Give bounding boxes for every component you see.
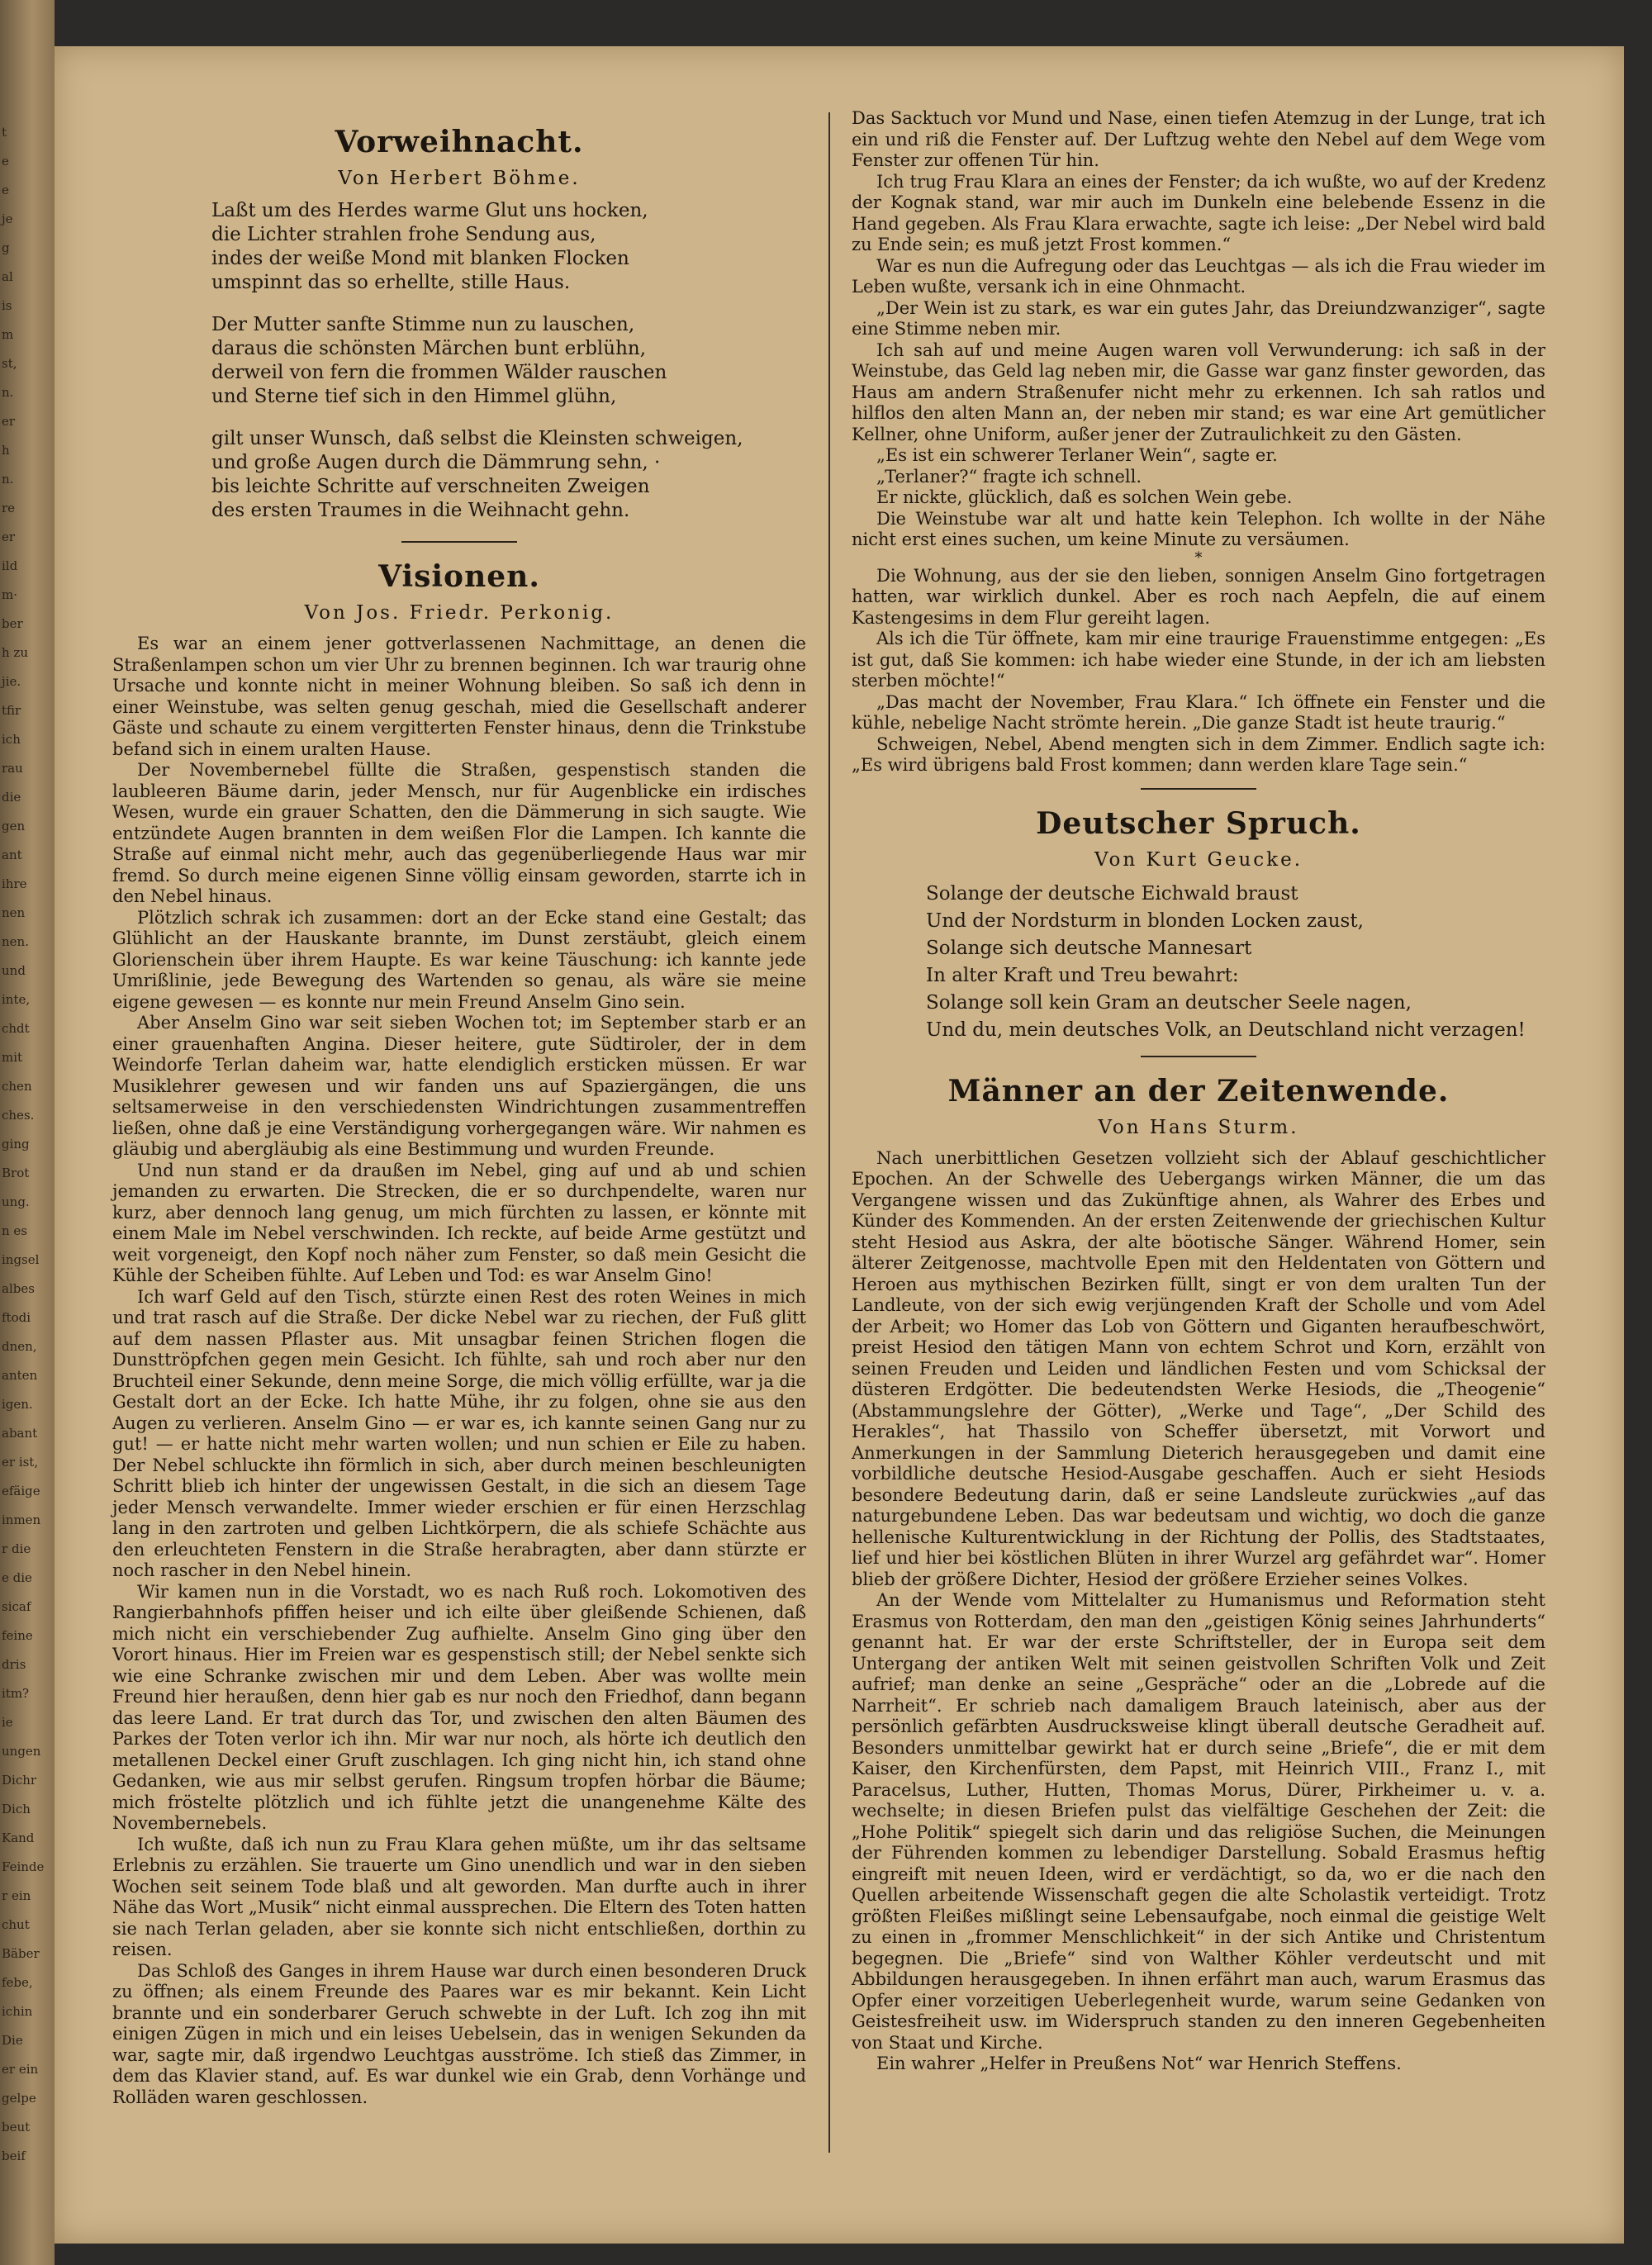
paragraph: Nach unerbittlichen Gesetzen vollzieht sich der Ablauf geschichtlicher Epochen. An der Schwelle des Uebergangs wirken Männer, die um das Vergangene wissen und das Zukünftige ahnen, als Wahrer des Erbes und Künder des Kommenden. An der ersten Zeitenwende der griechischen Kultur steht Hesiod aus Askra, der alte böotische Sänger. Während Homer, sein älterer Zeitgenosse, machtvolle Epen mit den Heldentaten von Göttern und Heroen aus mythischen Bezirken füllt, singt er von dem uralten Tun der Landleute, von der sich ewig verjüngenden Kraft der Scholle und vom Adel der Arbeit; wo Homer das Lob von Göttern und Giganten heraufbeschwört, preist Hesiod den tätigen Mann von echtem Schrot und Korn, erzählt von seinen Freuden und Leiden und ländlichen Festen und vom Schicksal der düsteren Erdgötter. Die bedeutendsten Werke Hesiods, die „Theogenie“ (Abstammungslehre der Götter), „Werke und Tage“, „Der Schild des Herakles“, hat Thassilo von Scheffer übersetzt, mit Vorwort und Anmerkungen in der Sammlung Dieterich herausgegeben und damit eine vorbildliche deutsche Hesiod-Ausgabe geschaffen. Auch er sieht Hesiods besondere Bedeutung darin, daß er seine Landsleute zurückwies „auf das naturgebundene Leben. Das war bedeutsam und wichtig, wo doch die ganze hellenische Kulturentwicklung in der Richtung der Pollis, des Stadtstaates, lief und hier bei köstlichen Blüten in ihrer Wurzel arg gefährdet war“. Homer blieb der größere Dichter, Hesiod der größere Erzieher seines Volkes. xyxy=(852,1147,1545,1589)
poem-line: daraus die schönsten Märchen bunt erblühn, xyxy=(211,338,647,359)
paragraph: Ich sah auf und meine Augen waren voll Verwunderung: ich saß in der Weinstube, das Geld lag neben mir, die Gasse war ganz finster geworden, das Haus am andern Straßenufer nicht mehr zu erkennen. Ich sah ratlos und hilflos den alten Mann an, der neben mir stand; es war eine Art gemütlicher Kellner, ohne Uniform, außer jener der Zutraulichkeit zu den Gästen. xyxy=(852,340,1545,444)
paragraph: Ich warf Geld auf den Tisch, stürzte einen Rest des roten Weines in mich und trat rasch auf die Straße. Der dicke Nebel war zu riechen, der Fuß glitt auf dem nassen Pflaster aus. Mit unsagbar feinen Strichen flogen die Dunsttröpfchen gegen mein Gesicht. Ich fühlte, sah und roch aber nur den Bruchteil einer Sekunde, denn meine Sorge, die mich völlig erfüllte, war ja die Gestalt dort an der Ecke. Ich hatte Mühe, ihr zu folgen, ohne sie aus den Augen zu verlieren. Anselm Gino — er war es, ich kannte seinen Gang nur zu gut! — er hatte nicht mehr warten wollen; und nun schien er Eile zu haben. Der Nebel schluckte ihn förmlich in sich, aber durch meinen beschleunigten Schritt blieb ich hinter der ungewissen Gestalt, in die sich an diesem Tage jeder Mensch verwandelte. Immer wieder erschien er für einen Herzschlag lang in den zartroten und gelben Lichtkörpern, die als schiefe Schächte aus den erleuchteten Fenstern in die Straße herabragten, aber dann stürzte er noch rascher in den Nebel hinein. xyxy=(112,1286,806,1580)
margin-fragment: gelpe xyxy=(2,2091,36,2106)
margin-fragment: ber xyxy=(2,616,23,631)
margin-fragment: beut xyxy=(2,2120,31,2134)
paragraph: Ein wahrer „Helfer in Preußens Not“ war Henrich Steffens. xyxy=(876,2054,1402,2073)
section-divider xyxy=(1141,1056,1256,1057)
margin-fragment: Feinde xyxy=(2,1859,45,1874)
margin-fragment: Dich xyxy=(2,1802,31,1816)
margin-fragment: e die xyxy=(2,1570,32,1585)
paragraph: Schweigen, Nebel, Abend mengten sich in dem Zimmer. Endlich sagte ich: „Es wird übrigens bald Frost kommen; dann werden klare Tage sein.“ xyxy=(852,734,1545,775)
margin-fragment: e xyxy=(2,154,9,169)
story-author-perkonig: Von Jos. Friedr. Perkonig. xyxy=(304,602,615,624)
margin-fragment: er xyxy=(2,414,16,429)
margin-fragment: Brot xyxy=(2,1166,30,1180)
paragraph: Das Schloß des Ganges in ihrem Hause war durch einen besonderen Druck zu öffnen; als einem Freunde des Paares war es mir bekannt. Kein Licht brannte und ein sonderbarer Geruch schwebte in der Luft. Ich zog ihn mit einigen Zügen in mich und ein leises Uebelsein, das in wenigen Sekunden da war, sagte mir, daß irgendwo Leuchtgas ausströme. Ich stieß das Zimmer, in dem das Klavier stand, auf. Es war dunkel wie ein Grab, denn Vorhänge und Rolläden waren geschlossen. xyxy=(112,1960,806,2107)
margin-fragment: ichin xyxy=(2,2004,33,2019)
margin-fragment: igen. xyxy=(2,1397,33,1412)
margin-fragment: h zu xyxy=(2,645,28,660)
poem-stanza xyxy=(211,199,806,295)
poem-line: In alter Kraft und Treu bewahrt: xyxy=(926,964,1239,986)
margin-fragment: re xyxy=(2,501,16,515)
margin-fragment: je xyxy=(2,211,13,226)
margin-fragment: ftodi xyxy=(2,1310,31,1325)
margin-fragment: die xyxy=(2,790,21,805)
margin-fragment: ung. xyxy=(2,1194,30,1209)
margin-fragment: nen. xyxy=(2,934,29,949)
section-divider xyxy=(1141,788,1256,790)
margin-fragment: al xyxy=(2,269,13,284)
margin-fragment: chut xyxy=(2,1917,30,1932)
margin-fragment: efäige xyxy=(2,1484,40,1498)
poem-line: die Lichter strahlen frohe Sendung aus, xyxy=(211,224,596,245)
essay-title-zeitenwende: Männer an der Zeitenwende. xyxy=(947,1073,1450,1109)
paragraph: Er nickte, glücklich, daß es solchen Wein gebe. xyxy=(876,487,1293,507)
margin-fragment: er xyxy=(2,529,16,544)
margin-fragment: r ein xyxy=(2,1888,31,1903)
margin-fragment: ild xyxy=(2,558,18,573)
paragraph: Das Sacktuch vor Mund und Nase, einen tiefen Atemzug in der Lunge, trat ich ein und riß die Fenster auf. Der Luftzug wehte den Nebel auf dem Wege vom Fenster zur offenen Tür hin. xyxy=(852,108,1545,170)
essay-text-zeitenwende xyxy=(852,1148,1545,2075)
margin-fragment: n. xyxy=(2,472,14,487)
poem-line: und große Augen durch die Dämmrung sehn, · xyxy=(211,452,661,473)
story-text-visionen-continued xyxy=(852,108,1545,776)
poem-line: umspinnt das so erhellte, stille Haus. xyxy=(211,272,571,293)
margin-fragment: chen xyxy=(2,1079,32,1094)
story-text-visionen xyxy=(112,634,806,2108)
margin-fragment: gen xyxy=(2,819,26,833)
margin-fragment: anten xyxy=(2,1368,38,1383)
margin-fragment: dnen, xyxy=(2,1339,37,1354)
poem-line: Und du, mein deutsches Volk, an Deutschland nicht verzagen! xyxy=(926,1019,1526,1041)
poem-line: Der Mutter sanfte Stimme nun zu lauschen, xyxy=(211,314,635,335)
paragraph: War es nun die Aufregung oder das Leuchtgas — als ich die Frau wieder im Leben wußte, versank ich in eine Ohnmacht. xyxy=(852,255,1545,297)
margin-fragment: e xyxy=(2,183,9,197)
margin-fragment: und xyxy=(2,963,26,978)
margin-fragment: itm? xyxy=(2,1686,30,1701)
poem-line: und Sterne tief sich in den Himmel glühn, xyxy=(211,386,617,407)
paragraph: „Das macht der November, Frau Klara.“ Ich öffnete ein Fenster und die kühle, nebelige Nacht strömte herein. „Die ganze Stadt ist heute traurig.“ xyxy=(852,691,1545,733)
margin-fragment: ie xyxy=(2,1715,13,1730)
paragraph: Ich trug Frau Klara an eines der Fenster; da ich wußte, wo auf der Kredenz der Kognak stand, war mir auch im Dunkeln eine belebende Essenz in die Hand gegeben. Als Frau Klara erwachte, sagte ich leise: „Der Nebel wird bald zu Ende sein; es muß jetzt Frost kommen.“ xyxy=(852,171,1545,254)
section-divider xyxy=(401,541,517,543)
paragraph: Es war an einem jener gottverlassenen Nachmittage, an denen die Straßenlampen schon um vier Uhr zu brennen beginnen. Ich war traurig ohne Ursache und konnte nicht in meiner Wohnung bleiben. So saß ich denn in einer Weinstube, was selten genug geschah, mied die Gesellschaft anderer Gäste und schaute zu einem vergitterten Fenster hinaus, denn die Trinkstube befand sich in einem uralten Hause. xyxy=(112,634,806,759)
margin-fragment: febe, xyxy=(2,1975,33,1990)
poem-title-vorweihnacht: Vorweihnacht. xyxy=(335,125,584,159)
poem-title-deutscher-spruch: Deutscher Spruch. xyxy=(1036,805,1361,841)
margin-fragment: rau xyxy=(2,761,23,776)
margin-fragment: feine xyxy=(2,1628,33,1643)
margin-fragment: st, xyxy=(2,356,17,371)
poem-author-boehme: Von Herbert Böhme. xyxy=(338,168,581,189)
margin-fragment: is xyxy=(2,298,12,313)
margin-fragment: sicaf xyxy=(2,1599,31,1614)
paragraph: Der Novembernebel füllte die Straßen, gespenstisch standen die laubleeren Bäume darin, jeder Mensch, nur für Augenblicke ein irdisches Wesen, wurde ein grauer Schatten, den die Dämmerung in sich saugte. Wie entzündete Augen brannten in dem weißen Flor die Lampen. Ich kannte die Straße auf einmal nicht mehr, auch das gegenüberliegende Haus war mir fremd. So durch meine eigenen Sinne völlig einsam geworden, starrte ich in den Nebel hinaus. xyxy=(112,760,806,906)
margin-fragment: n. xyxy=(2,385,14,400)
paragraph: Wir kamen nun in die Vorstadt, wo es nach Ruß roch. Lokomotiven des Rangierbahnhofs pfiffen heiser und ich eilte über gleißende Schienen, daß mich nicht ein verschiebender Zug aufhielte. Anselm Gino ging über den Vorort hinaus. Hier im Freien war es gespenstisch still; der Nebel senkte sich wie eine Schranke zwischen mir und dem Leben. Aber was wollte mein Freund hier heraußen, denn hier gab es nur noch den Friedhof, dann begann das leere Land. Er trat durch das Tor, und zwischen den alten Bäumen des Parkes der Toten verlor ich ihn. Mir war nur noch, als hörte ich deutlich den metallenen Deckel einer Gruft zuschlagen. Ich ging nicht hin, ich stand ohne Gedanken, wie aus mir selbst gerufen. Ringsum tropfen hörbar die Bäume; mich fröstelte plötzlich und ich fühlte jetzt die unangenehme Kälte des Novembernebels. xyxy=(112,1581,806,1833)
margin-fragment: albes xyxy=(2,1281,35,1296)
poem-line: Laßt um des Herdes warme Glut uns hocken, xyxy=(211,200,648,221)
poem-author-geucke: Von Kurt Geucke. xyxy=(1094,848,1303,871)
poem-deutscher-spruch xyxy=(852,881,1545,1044)
margin-fragment: Bäber xyxy=(2,1946,40,1961)
poem-line: Und der Nordsturm in blonden Locken zaust, xyxy=(926,909,1364,932)
margin-fragment: ihre xyxy=(2,876,27,891)
margin-fragment: dris xyxy=(2,1657,26,1672)
poem-line: des ersten Traumes in die Weihnacht gehn. xyxy=(211,500,630,521)
margin-fragment: r die xyxy=(2,1541,31,1556)
column-rule xyxy=(828,112,830,2153)
margin-fragment: ant xyxy=(2,848,22,862)
margin-fragment: tfir xyxy=(2,703,21,718)
margin-fragment: chdt xyxy=(2,1021,30,1036)
margin-fragment: inte, xyxy=(2,992,31,1007)
margin-fragment: m· xyxy=(2,587,17,602)
poem-stanza xyxy=(211,313,806,409)
margin-fragment: er ein xyxy=(2,2062,39,2077)
poem-line: bis leichte Schritte auf verschneiten Zweigen xyxy=(211,476,650,497)
margin-fragment: inmen xyxy=(2,1512,41,1527)
essay-author-sturm: Von Hans Sturm. xyxy=(1098,1116,1299,1138)
margin-fragment: ich xyxy=(2,732,21,747)
poem-line: Solange der deutsche Eichwald braust xyxy=(926,882,1298,905)
margin-fragment: n es xyxy=(2,1223,28,1238)
right-column xyxy=(852,108,1545,2075)
margin-fragment: abant xyxy=(2,1426,38,1441)
margin-fragment: ingsel xyxy=(2,1252,40,1267)
paragraph: „Es ist ein schwerer Terlaner Wein“, sagte er. xyxy=(876,445,1278,465)
paragraph: „Der Wein ist zu stark, es war ein gutes Jahr, das Dreiundzwanziger“, sagte eine Stimme neben mir. xyxy=(852,297,1545,339)
margin-fragment: h xyxy=(2,443,10,458)
paragraph: Und nun stand er da draußen im Nebel, ging auf und ab und schien jemanden zu erwarten. Die Strecken, die er so durchpendelte, waren nur kurz, aber dennoch lang genug, um mich fürchten zu lassen, er könnte mit einem Male im Nebel verschwinden. Ich reckte, auf beide Arme gestützt und weit vorgeneigt, den Kopf noch näher zum Fenster, so daß mein Gesicht die Kühle der Scheiben fühlte. Auf Leben und Tod: es war Anselm Gino! xyxy=(112,1160,806,1285)
story-title-visionen: Visionen. xyxy=(378,559,540,594)
paragraph: Ich wußte, daß ich nun zu Frau Klara gehen müßte, um ihr das seltsame Erlebnis zu erzählen. Sie trauerte um Gino unendlich und war in den sieben Wochen seit seinem Tode blaß und alt geworden. Man durfte auch in ihrer Nähe das Wort „Musik“ nicht einmal aussprechen. Die Eltern des Toten hatten sie nach Terlan geladen, aber sie konnte sich nicht entschließen, dorthin zu reisen. xyxy=(112,1834,806,1959)
paragraph: Als ich die Tür öffnete, kam mir eine traurige Frauenstimme entgegen: „Es ist gut, daß Sie kommen: ich habe wieder eine Stunde, in der ich am liebsten sterben möchte!“ xyxy=(852,629,1545,691)
margin-fragment: g xyxy=(2,240,10,255)
margin-fragment: nen xyxy=(2,905,26,920)
margin-fragment: ungen xyxy=(2,1744,41,1759)
section-star: * xyxy=(1194,548,1203,567)
margin-fragment: jie. xyxy=(2,674,21,689)
poem-line: Solange soll kein Gram an deutscher Seele nagen, xyxy=(926,991,1412,1014)
paragraph: Plötzlich schrak ich zusammen: dort an der Ecke stand eine Gestalt; das Glühlicht an der Hauskante brannte, im Dunst zerstäubt, gleich einem Glorienschein über ihrem Haupte. Es war keine Täuschung: ich kannte jede Umrißlinie, jede Bewegung des Wartenden so genau, als wäre sie meine eigene gewesen — es konnte nur mein Freund Anselm Gino sein. xyxy=(112,907,806,1012)
margin-fragment: beif xyxy=(2,2149,26,2163)
poem-line: Solange sich deutsche Mannesart xyxy=(926,937,1252,959)
poem-line: gilt unser Wunsch, daß selbst die Kleinsten schweigen, xyxy=(211,428,743,449)
margin-fragment: Die xyxy=(2,2033,23,2048)
paragraph: Aber Anselm Gino war seit sieben Wochen tot; im September starb er an einer grauenhaften Angina. Dieser heitere, gute Südtiroler, der in dem Weindorfe Terlan daheim war, hatte elendiglich ersticken müssen. Er war Musiklehrer gewesen und wir fanden uns auf Spaziergängen, die uns seltsamerweise in den verschiedensten Windrichtungen zusammentreffen ließen, ohne daß je eine Verständigung vorhergegangen wäre. Wir nahmen es gläubig und abergläubig als eine Bestimmung und wurden Freunde. xyxy=(112,1013,806,1159)
margin-fragment: m xyxy=(2,327,14,342)
margin-fragment: Kand xyxy=(2,1831,35,1845)
margin-fragment: Dichr xyxy=(2,1773,37,1788)
left-column xyxy=(112,125,806,2108)
margin-fragment: t xyxy=(2,125,7,140)
margin-fragment: mit xyxy=(2,1050,23,1065)
poem-line: indes der weiße Mond mit blanken Flocken xyxy=(211,248,629,269)
paragraph: An der Wende vom Mittelalter zu Humanismus und Reformation steht Erasmus von Rotterdam, den man den „geistigen König seines Jahrhunderts“ genannt hat. Er war der erste Schriftsteller, der in Europa seit dem Untergang der antiken Welt mit seinen geistvollen Schriften Volk und Zeit aufrief; man denke an seine „Gespräche“ oder an die „Lobrede auf die Narrheit“. Er schrieb nach damaligem Brauch lateinisch, aber aus der persönlich gefärbten Ausdrucksweise klingt überall deutsche Geradheit auf. Besonders unmittelbar gewirkt hat er durch seine „Briefe“, die er mit dem Kaiser, den Kirchenfürsten, dem Papst, mit Heinrich VIII., Franz I., mit Paracelsus, Luther, Hutten, Thomas Morus, Dürer, Pirkheimer u. v. a. wechselte; in diesen Briefen pulst das vielfältige Geschehen der Zeit: die „Hohe Politik“ spiegelt sich darin und das religiöse Suchen, die Meinungen der Führenden kommen zu lebendiger Darstellung. Sobald Erasmus heftig eingreift mit neuen Ideen, wird er verdächtigt, so da, wo er die nach den Quellen arbeitende Wissenschaft gegen die alte Scholastik verteidigt. Trotz größten Fleißes mißlingt seine Lebensaufgabe, noch einmal die geistige Welt zu einen in „frommer Menschlichkeit“ in der sich Antike und Christentum begegnen. Die „Briefe“ sind von Walther Köhler verdeutscht und mit Abbildungen herausgegeben. In ihnen erfährt man auch, warum Erasmus das Opfer einer vorzeitigen Ueberlegenheit wurde, warum seine Gedanken von Geistesfreiheit usw. im Widerspruch standen zu den inneren Gegebenheiten von Staat und Kirche. xyxy=(852,1590,1545,2053)
poem-vorweihnacht xyxy=(112,199,806,523)
margin-fragment: ches. xyxy=(2,1108,35,1123)
margin-fragment: er ist, xyxy=(2,1455,39,1470)
paragraph: „Terlaner?“ fragte ich schnell. xyxy=(876,466,1142,487)
poem-line: derweil von fern die frommen Wälder rauschen xyxy=(211,362,667,383)
paragraph: Die Wohnung, aus der sie den lieben, sonnigen Anselm Gino fortgetragen hatten, war wirklich dunkel. Aber es roch nach Aepfeln, die auf einem Kastengesims in dem Flur gereiht lagen. xyxy=(852,565,1545,628)
margin-fragment: ging xyxy=(2,1137,30,1151)
poem-stanza xyxy=(211,427,806,523)
newspaper-page xyxy=(55,46,1624,2244)
paragraph: Die Weinstube war alt und hatte kein Telephon. Ich wollte in der Nähe nicht erst eines suchen, um keine Minute zu versäumen. xyxy=(852,508,1545,549)
previous-page-edge xyxy=(0,0,55,2265)
